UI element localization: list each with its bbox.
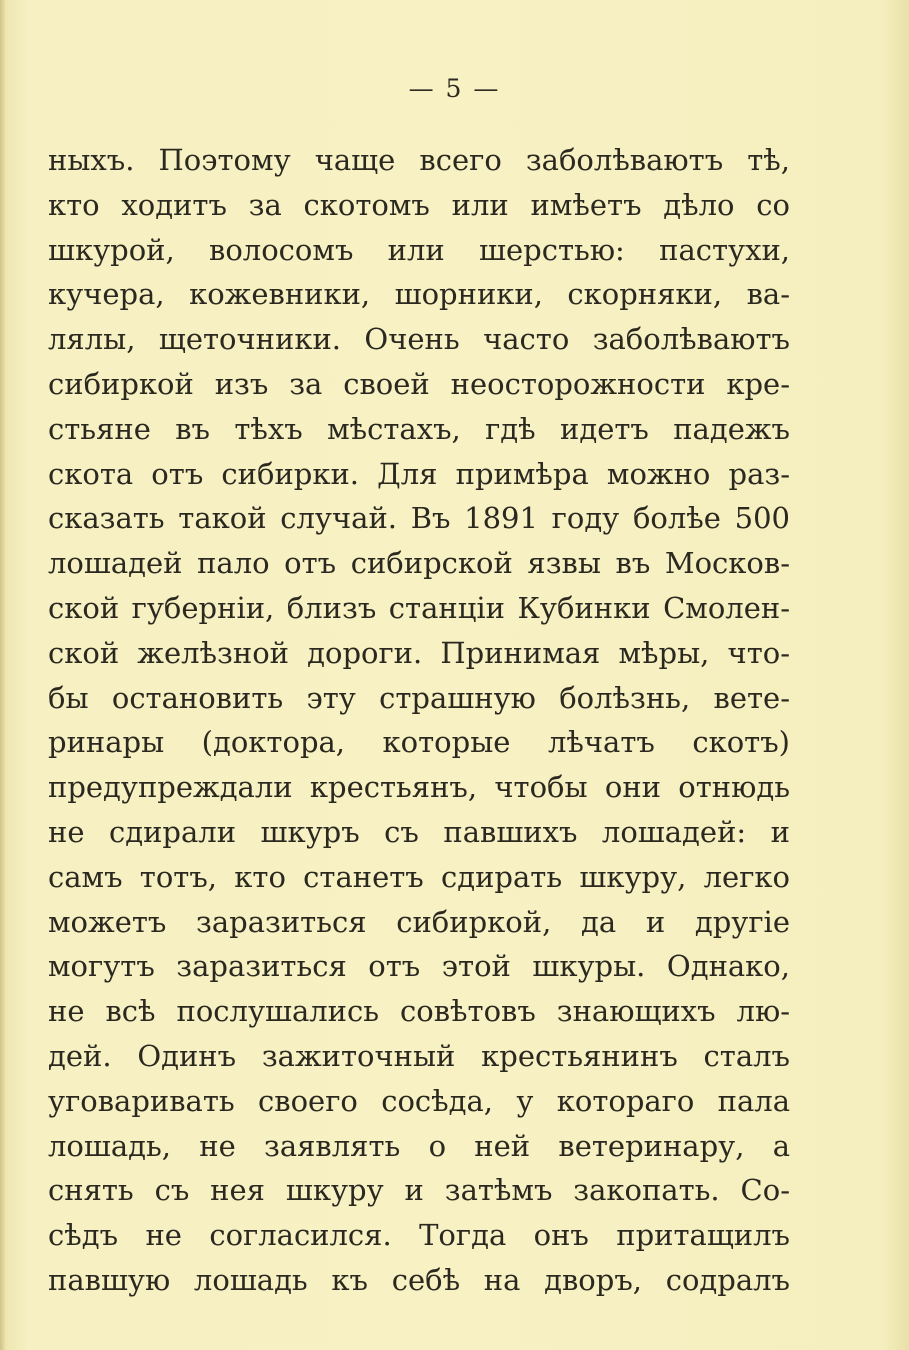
- text-line: ской желѣзной дороги. Принимая мѣры, что-: [48, 635, 790, 670]
- text-line: можетъ заразиться сибиркой, да и другіе: [48, 904, 790, 939]
- text-line: шкурой, волосомъ или шерстью: пастухи,: [48, 232, 790, 267]
- text-line: ныхъ. Поэтому чаще всего заболѣваютъ тѣ,: [48, 143, 790, 177]
- text-line: стьяне въ тѣхъ мѣстахъ, гдѣ идетъ падежъ: [48, 411, 790, 446]
- text-line: не сдирали шкуръ съ павшихъ лошадей: и: [48, 814, 790, 849]
- text-line: лошадь, не заявлять о ней ветеринару, а: [48, 1128, 790, 1163]
- text-line: снять съ нея шкуру и затѣмъ закопать. Со-: [48, 1173, 790, 1208]
- text-line: сибиркой изъ за своей неосторожности кре-: [48, 366, 790, 401]
- text-line: ринары (доктора, которые лѣчатъ скотъ): [48, 725, 790, 760]
- text-line: дей. Одинъ зажиточный крестьянинъ сталъ: [48, 1038, 790, 1073]
- text-line: лялы, щеточники. Очень часто заболѣваютъ: [48, 322, 790, 357]
- text-line: уговаривать своего сосѣда, у котораго пала: [48, 1083, 790, 1118]
- text-line: сказать такой случай. Въ 1891 году болѣе 500: [48, 501, 790, 536]
- text-line: павшую лошадь къ себѣ на дворъ, содралъ: [48, 1262, 790, 1297]
- text-line: могутъ заразиться отъ этой шкуры. Однако,: [48, 949, 790, 984]
- text-line: скота отъ сибирки. Для примѣра можно раз-: [48, 456, 790, 491]
- page-edge: [0, 0, 6, 1350]
- text-line: предупреждали крестьянъ, чтобы они отнюдь: [48, 770, 790, 805]
- text-line: не всѣ послушались совѣтовъ знающихъ лю-: [48, 994, 790, 1029]
- body-text: [48, 138, 790, 1303]
- text-line: ской губерніи, близъ станціи Кубинки Смолен-: [48, 590, 790, 625]
- text-line: лошадей пало отъ сибирской язвы въ Москов-: [48, 546, 790, 581]
- text-line: бы остановить эту страшную болѣзнь, вете-: [48, 680, 790, 715]
- text-line: сѣдъ не согласился. Тогда онъ притащилъ: [48, 1218, 790, 1253]
- text-line: кучера, кожевники, шорники, скорняки, ва-: [48, 277, 790, 312]
- text-line: самъ тотъ, кто станетъ сдирать шкуру, легко: [48, 859, 790, 894]
- page-number: — 5 —: [408, 74, 501, 103]
- text-line: кто ходитъ за скотомъ или имѣетъ дѣло со: [48, 187, 790, 222]
